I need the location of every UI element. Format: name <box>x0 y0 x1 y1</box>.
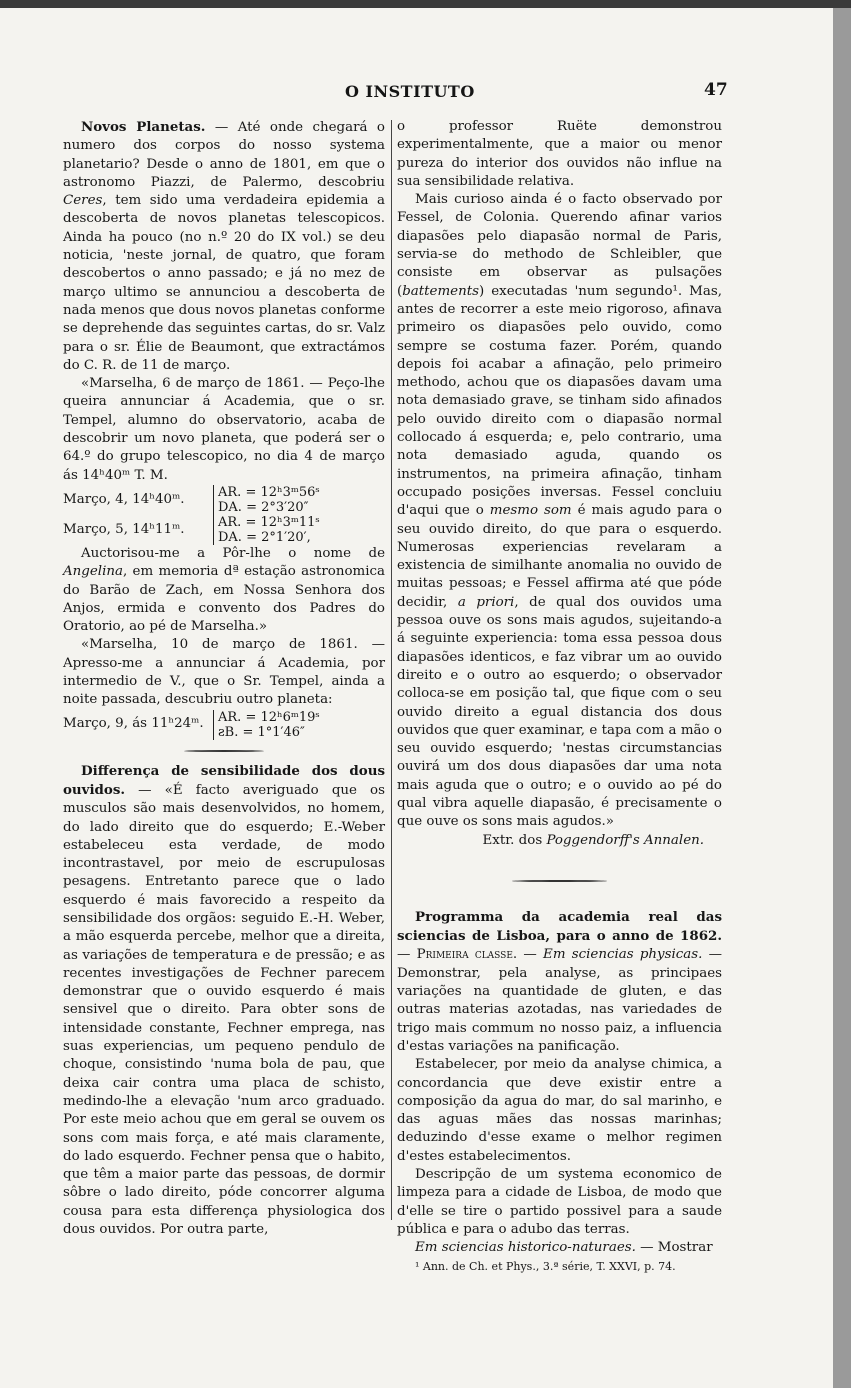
footnote: ¹ Ann. de Ch. et Phys., 3.ª série, T. XXVI, p. 74. <box>415 1259 676 1273</box>
programme-paragraph-2: Estabelecer, por meio da analyse chimica, a concordancia que deve existir entre a composição da agua do mar, do sal marinho, e das aguas mães das nossas marinhas; deduzindo d'esse exame o melhor regimen d'estes estabelecimentos. <box>397 1057 722 1164</box>
sensibility-heading: Differença de sensibilidade dos dous ouvidos. <box>63 762 385 798</box>
programme-heading-paragraph: Programma da academia real das sciencias de Lisboa, para o anno de 1862. — Primeira classe. — Em sciencias physicas. — Demonstrar, pela analyse, as principaes variações na quantidade de gluten, e das outras materias azotadas, nas variedades de trigo mais commum no nosso paiz, a influencia d'estas variações na panificação. <box>397 908 722 1054</box>
source-attribution: Extr. dos Poggendorff's Annalen. <box>482 832 704 848</box>
observation-2: Março, 5, 14ʰ11ᵐ. AR. = 12ʰ3ᵐ11ˢ DA. = 2°1′20′, <box>63 514 320 545</box>
observation-3: Março, 9, ás 11ʰ24ᵐ. AR. = 12ʰ6ᵐ19ˢ ƨB. = 1°1′46″ <box>63 709 320 740</box>
planets-paragraph-1: Novos Planetas. — Até onde chegará o numero dos corpos do nosso systema planetario? Desde o anno de 1801, em que o astronomo Piazzi, de Palermo, descobriu Ceres, tem sido uma verdadeira epidemia a descoberta de novos planetas telescopicos. Ainda ha pouco (no n.º 20 do IX vol.) se deu noticia, 'neste jornal, de quatro, que foram descobertos o anno passado; e já no mez de março ultimo se annunciou a descoberta de nada menos que dous novos planetas conforme se deprehende das seguintes cartas, do sr. Valz para o sr. Élie de Beaumont, que extractámos do C. R. de 11 de março. <box>63 119 385 373</box>
planets-paragraph-3: Auctorisou-me a Pôr-lhe o nome de Angelina, em memoria dª estação astronomica do Barão de Zach, em Nossa Senhora dos Anjos, ermida e convento dos Padres do Oratorio, ao pé de Marselha.» <box>63 545 385 635</box>
programme-paragraph-3: Descripção de um systema economico de limpeza para a cidade de Lisboa, de modo que d'elle se tire o partido possivel para a saude pública e para o adubo das terras. <box>397 1167 722 1237</box>
page-edge <box>833 8 851 1388</box>
observation-1: Março, 4, 14ʰ40ᵐ. AR. = 12ʰ3ᵐ56ˢ DA. = 2°3′20″ <box>63 484 320 515</box>
fessel-paragraph: Mais curioso ainda é o facto observado por Fessel, de Colonia. Querendo afinar varios diapasões pelo diapasão normal de Paris, servia-se do methodo de Schleibler, que consiste em observar as pulsações (battements) executadas 'num segundo¹. Mas, antes de recorrer a este meio rigoroso, afinava primeiro os diapasões pelo ouvido, como sempre se costuma fazer. Porém, quando depois foi acabar a afinação, pelo primeiro methodo, achou que os diapasões davam uma nota demasiado grave, se tinham sido afinados pelo ouvido direito com o diapasão normal collocado á esquerda; e, pelo contrario, uma nota demasiado aguda, quando os instrumentos, na primeira afinação, tinham occupado posições inversas. Fessel concluiu d'aqui que o mesmo som é mais agudo para o seu ouvido direito, do que para o esquerdo. Numerosas experiencias revelaram a existencia de similhante anomalia no ouvido de muitas pessoas; e Fessel affirma até que póde decidir, a priori, de qual dos ouvidos uma pessoa ouve os sons mais agudos, sujeitando-a á seguinte experiencia: toma essa pessoa dous diapasões identicos, e faz vibrar um ao ouvido direito e o outro ao esquerdo; o observador colloca-se em posição tal, que fique com o seu ouvido direito a egual distancia dos dous ouvidos que quer examinar, e tapa com a mão o seu ouvido esquerdo; 'nestas circumstancias ouvirá um dos dous diapasões dar uma nota mais aguda que o outro; e o ouvido ao pé do qual vibra aquelle diapasão, é precisamente o que ouve os sons mais agudos.» <box>397 192 722 830</box>
programme-heading: Programma da academia real das sciencias de Lisboa, para o anno de 1862. <box>397 908 722 945</box>
planets-paragraph-2: «Marselha, 6 de março de 1861. — Peço-lhe queira annunciar á Academia, que o sr. Tempel, alumno do observatorio, acaba de descobrir um novo planeta, que poderá ser o 64.º do grupo telescopico, no dia 4 de março ás 14ʰ40ᵐ T. M. <box>63 376 385 483</box>
right-column <box>397 118 722 1276</box>
ruete-paragraph: o professor Ruëte demonstrou experimentalmente, que a maior ou menor pureza do interior dos ouvidos não influe na sua sensibilidade relativa. <box>397 119 722 189</box>
programme-paragraph-4: Em sciencias historico-naturaes. — Mostrar <box>415 1240 713 1256</box>
section-separator <box>63 744 385 758</box>
left-column <box>63 118 385 1239</box>
planets-heading: Novos Planetas. <box>81 119 206 135</box>
planets-paragraph-4: «Marselha, 10 de março de 1861. — Apresso-me a annunciar á Academia, por intermedio de V., que o Sr. Tempel, ainda a noite passada, descubriu outro planeta: <box>63 637 385 708</box>
column-divider <box>391 120 392 1220</box>
scan-top-border <box>0 0 851 8</box>
sensibility-paragraph: Differença de sensibilidade dos dous ouvidos. — «É facto averiguado que os musculos são mais desenvolvidos, no homem, do lado direito que do esquerdo; E.-Weber estabeleceu esta verdade, de modo incontrastavel, por meio de escrupulosas pesagens. Entretanto parece que o lado esquerdo é mais favorecido a respeito da sensibilidade dos orgãos: seguido E.-H. Weber, a mão esquerda percebe, melhor que a direita, as variações de temperatura e de pressão; e as recentes investigações de Fechner parecem demonstrar que o ouvido esquerdo é mais sensivel que o direito. Para obter sons de intensidade constante, Fechner emprega, nas suas experiencias, um pequeno pendulo de choque, consistindo 'numa bola de pau, que deixa cair contra uma placa de schisto, medindo-lhe a elevação 'num arco graduado. Por este meio achou que em geral se ouvem os sons com mais força, e até mais claramente, do lado esquerdo. Fechner pensa que o habito, que têm a maior parte das pessoas, de dormir sôbre o lado direito, póde concorrer alguma cousa para esta differença physiologica dos dous ouvidos. Por outra parte, <box>63 762 385 1238</box>
running-title: O INSTITUTO <box>345 82 475 101</box>
section-separator-right <box>397 872 722 890</box>
page-number: 47 <box>704 80 728 100</box>
